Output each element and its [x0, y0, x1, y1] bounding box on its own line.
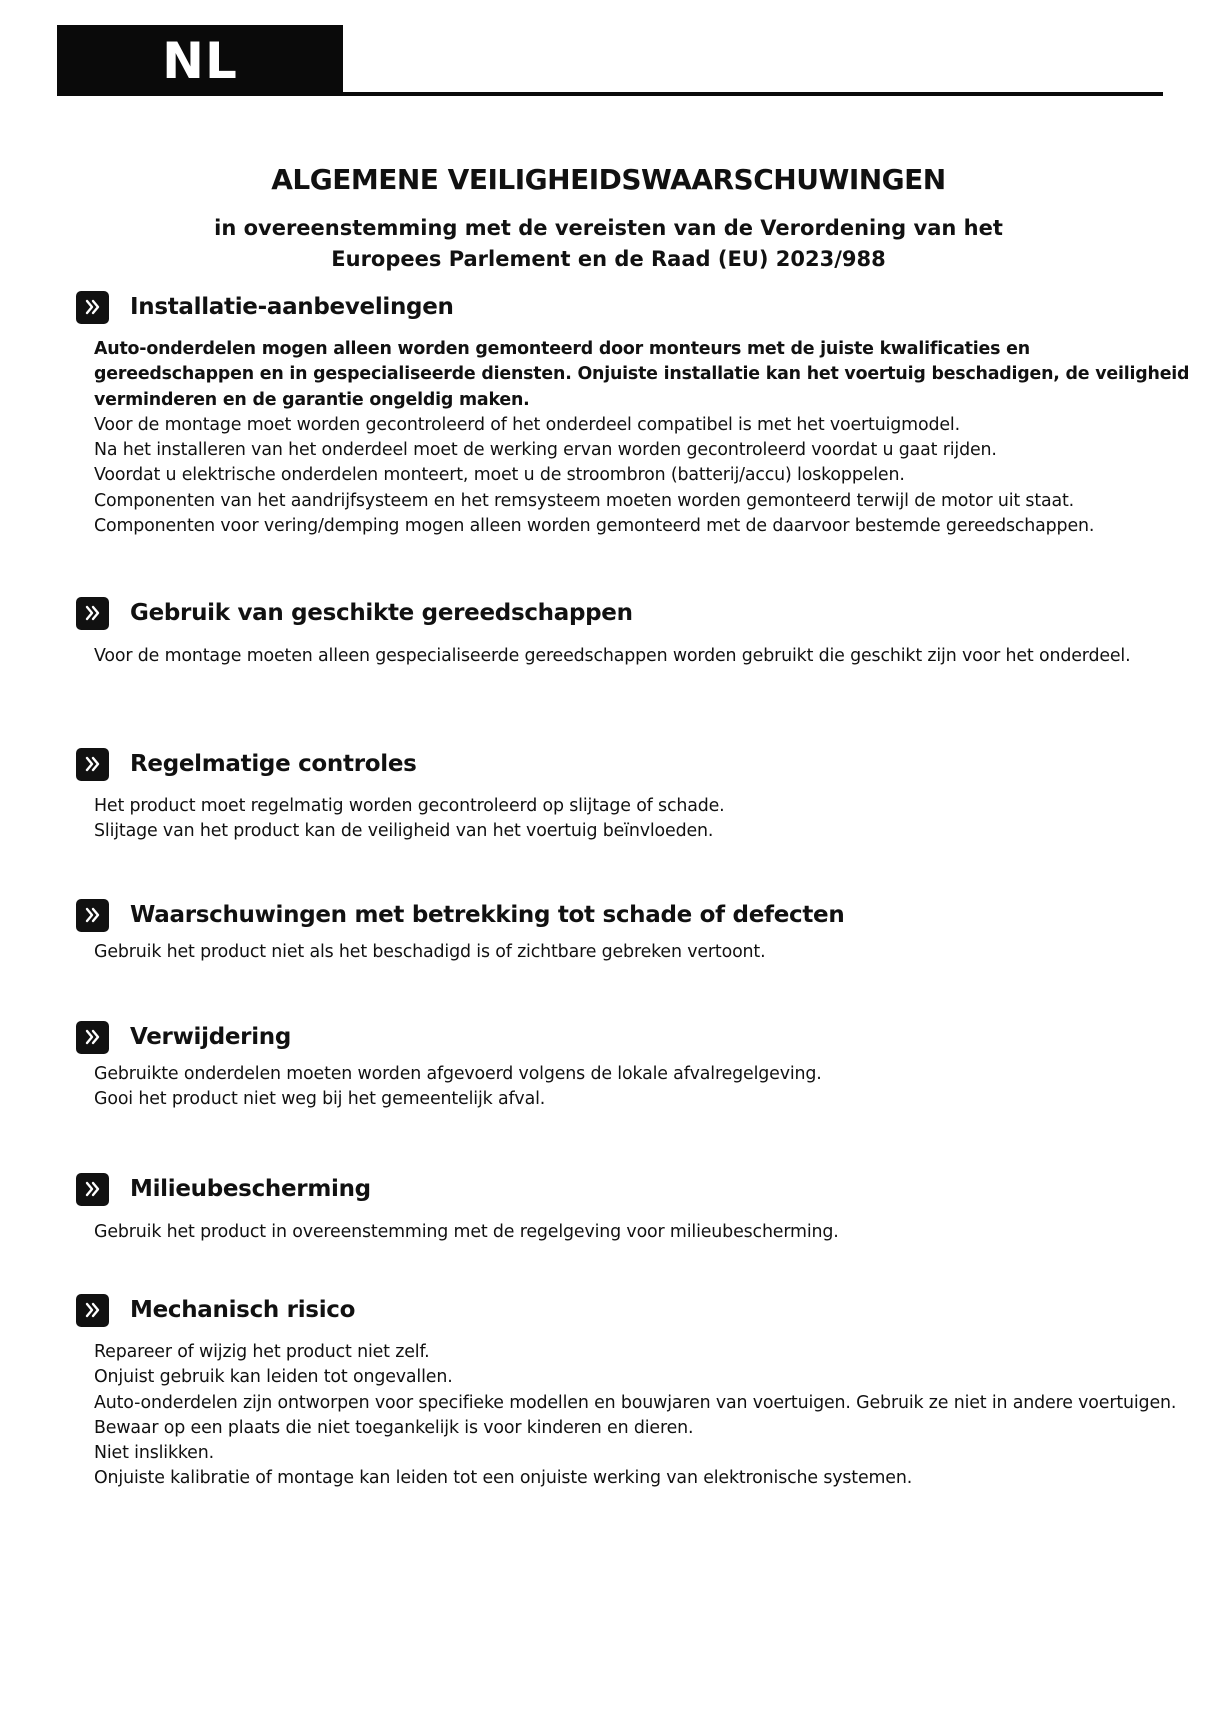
section-body — [94, 794, 1196, 845]
section-mechanical-risk — [76, 1293, 1196, 1492]
section-body — [94, 1340, 1196, 1492]
section-installation — [76, 290, 1196, 539]
double-chevron-right-icon — [76, 597, 109, 630]
double-chevron-right-icon — [76, 748, 109, 781]
section-title: Installatie-aanbevelingen — [130, 294, 454, 320]
body-line: Het product moet regelmatig worden gecontroleerd op slijtage of schade. — [94, 796, 725, 816]
body-line: Onjuist gebruik kan leiden tot ongevallen. — [94, 1367, 453, 1388]
section-body — [94, 1062, 1196, 1113]
double-chevron-right-icon — [76, 899, 109, 932]
body-line: Voor de montage moet worden gecontroleerd of het onderdeel compatibel is met het voertuigmodel. — [94, 414, 960, 435]
body-line: Voordat u elektrische onderdelen monteert, moet u de stroombron (batterij/accu) loskoppelen. — [94, 465, 905, 486]
body-line: Bewaar op een plaats die niet toegankelijk is voor kinderen en dieren. — [94, 1417, 694, 1438]
section-title: Waarschuwingen met betrekking tot schade of defecten — [130, 902, 845, 928]
page-subtitle — [0, 213, 1217, 275]
section-header — [76, 898, 1196, 932]
section-body — [94, 940, 1196, 965]
section-disposal — [76, 1020, 1196, 1113]
section-header — [76, 1020, 1196, 1054]
section-body — [94, 644, 1196, 669]
body-line: Onjuiste kalibratie of montage kan leiden tot een onjuiste werking van elektronische systemen. — [94, 1468, 913, 1489]
section-body — [94, 337, 1196, 539]
body-line: Auto-onderdelen zijn ontworpen voor specifieke modellen en bouwjaren van voertuigen. Gebruik ze niet in andere voertuigen. — [94, 1392, 1177, 1413]
section-header — [76, 1293, 1196, 1327]
section-header — [76, 596, 1196, 630]
section-environment — [76, 1172, 1196, 1245]
page-title: ALGEMENE VEILIGHEIDSWAARSCHUWINGEN — [271, 163, 946, 196]
body-line: Na het installeren van het onderdeel moet de werking ervan worden gecontroleerd voordat u gaat rijden. — [94, 440, 997, 461]
subtitle-line-1: in overeenstemming met de vereisten van de Verordening van het — [214, 216, 1003, 240]
subtitle-line-2: Europees Parlement en de Raad (EU) 2023/988 — [331, 247, 886, 271]
body-line: Gebruik het product in overeenstemming met de regelgeving voor milieubescherming. — [94, 1222, 839, 1242]
double-chevron-right-icon — [76, 291, 109, 324]
double-chevron-right-icon — [76, 1021, 109, 1054]
body-line: Gebruikte onderdelen moeten worden afgevoerd volgens de lokale afvalregelgeving. — [94, 1064, 822, 1084]
section-title: Gebruik van geschikte gereedschappen — [130, 600, 633, 626]
section-body — [94, 1220, 1196, 1245]
body-line: Gooi het product niet weg bij het gemeentelijk afval. — [94, 1089, 546, 1110]
section-tools — [76, 596, 1196, 669]
section-damage-warnings — [76, 898, 1196, 965]
body-line: Repareer of wijzig het product niet zelf. — [94, 1342, 430, 1362]
section-title: Mechanisch risico — [130, 1297, 356, 1323]
body-line: Niet inslikken. — [94, 1443, 214, 1464]
section-header — [76, 290, 1196, 324]
section-title: Milieubescherming — [130, 1176, 371, 1202]
body-line: Gebruik het product niet als het beschadigd is of zichtbare gebreken vertoont. — [94, 942, 766, 962]
lead-paragraph: Auto-onderdelen mogen alleen worden gemonteerd door monteurs met de juiste kwalificaties en gereedschappen en in gespecialiseerde diensten. Onjuiste installatie kan het voertuig beschadigen, de veiligheid verminderen en de garantie ongeldig maken. — [94, 339, 1190, 410]
body-line: Componenten van het aandrijfsysteem en het remsysteem moeten worden gemonteerd terwijl de motor uit staat. — [94, 490, 1075, 511]
section-header — [76, 747, 1196, 781]
body-line: Slijtage van het product kan de veiligheid van het voertuig beïnvloeden. — [94, 821, 714, 842]
body-line: Componenten voor vering/demping mogen alleen worden gemonteerd met de daarvoor bestemde gereedschappen. — [94, 516, 1095, 537]
header-rule — [343, 92, 1163, 96]
body-line: Voor de montage moeten alleen gespecialiseerde gereedschappen worden gebruikt die geschikt zijn voor het onderdeel. — [94, 646, 1131, 666]
language-code: NL — [162, 31, 238, 90]
section-title: Verwijdering — [130, 1024, 292, 1050]
language-badge — [57, 25, 343, 96]
double-chevron-right-icon — [76, 1173, 109, 1206]
double-chevron-right-icon — [76, 1294, 109, 1327]
section-header — [76, 1172, 1196, 1206]
section-regular-checks — [76, 747, 1196, 845]
section-title: Regelmatige controles — [130, 751, 417, 777]
